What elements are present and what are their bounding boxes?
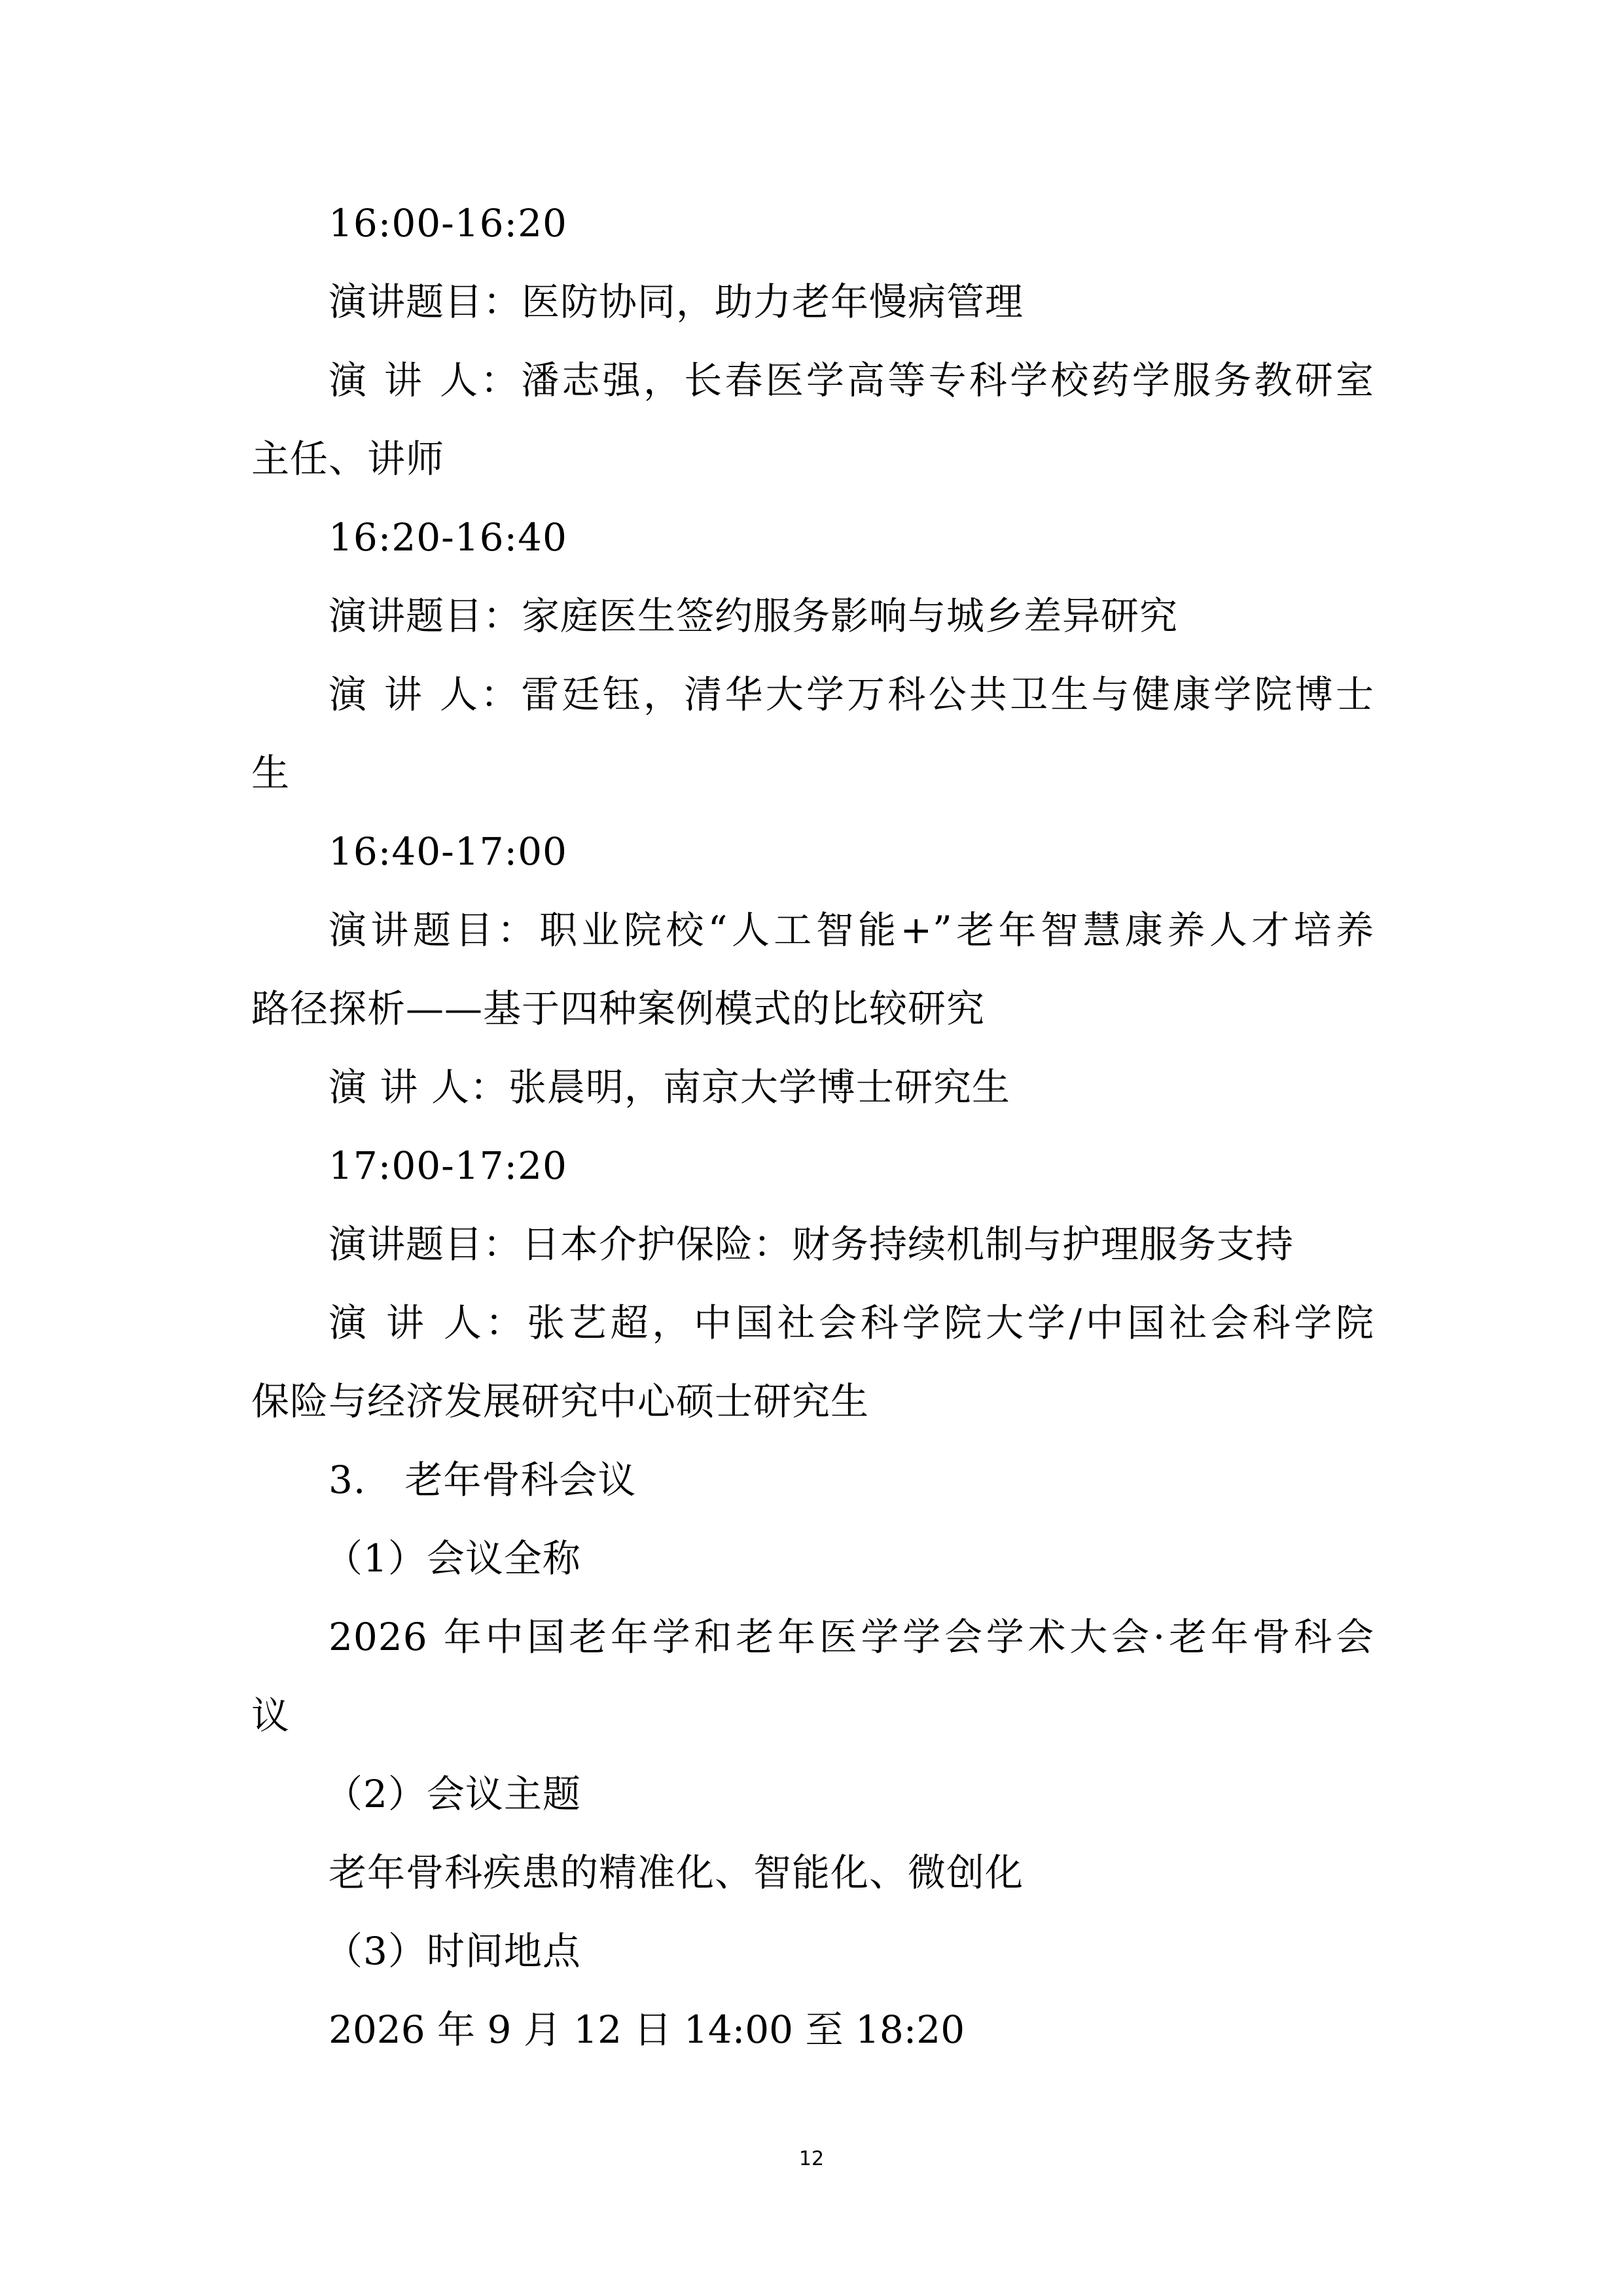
theme-label: （2）会议主题	[325, 1772, 581, 1816]
session-4-time: 17:00-17:20	[329, 1143, 567, 1188]
session-1-topic: 演讲题目：医防协同，助力老年慢病管理	[329, 279, 1024, 324]
session-4-speaker-line-2: 保险与经济发展研究中心硕士研究生	[251, 1379, 870, 1424]
time-place-text: 2026 年 9 月 12 日 14:00 至 18:20	[329, 2007, 965, 2052]
session-2-topic: 演讲题目：家庭医生签约服务影响与城乡差异研究	[329, 594, 1179, 638]
session-4-speaker-line-1: 演 讲 人：张艺超，中国社会科学院大学/中国社会科学院	[329, 1300, 1374, 1345]
full-name-line-2: 议	[251, 1693, 291, 1738]
time-place-label: （3）时间地点	[325, 1929, 581, 1973]
session-2-time: 16:20-16:40	[329, 515, 567, 560]
page-number: 12	[798, 2147, 825, 2170]
session-1-time: 16:00-16:20	[329, 201, 567, 245]
full-name-line-1: 2026 年中国老年学和老年医学学会学术大会·老年骨科会	[329, 1615, 1374, 1659]
session-2-speaker-line-2: 生	[251, 751, 291, 795]
section-3-heading: 3. 老年骨科会议	[329, 1458, 637, 1502]
session-1-speaker-line-2: 主任、讲师	[251, 437, 445, 481]
session-1-speaker-line-1: 演 讲 人：潘志强，长春医学高等专科学校药学服务教研室	[329, 358, 1374, 403]
session-4-topic: 演讲题目：日本介护保险：财务持续机制与护理服务支持	[329, 1222, 1294, 1266]
session-3-speaker: 演 讲 人：张晨明，南京大学博士研究生	[329, 1065, 1010, 1109]
session-3-topic-line-1: 演讲题目：职业院校“人工智能+”老年智慧康养人才培养	[329, 908, 1374, 952]
session-2-speaker-line-1: 演 讲 人：雷廷钰，清华大学万科公共卫生与健康学院博士	[329, 672, 1374, 717]
session-3-time: 16:40-17:00	[329, 829, 567, 874]
session-3-topic-line-2: 路径探析——基于四种案例模式的比较研究	[251, 986, 986, 1031]
theme-text: 老年骨科疾患的精准化、智能化、微创化	[329, 1850, 1024, 1895]
full-name-label: （1）会议全称	[325, 1536, 581, 1581]
